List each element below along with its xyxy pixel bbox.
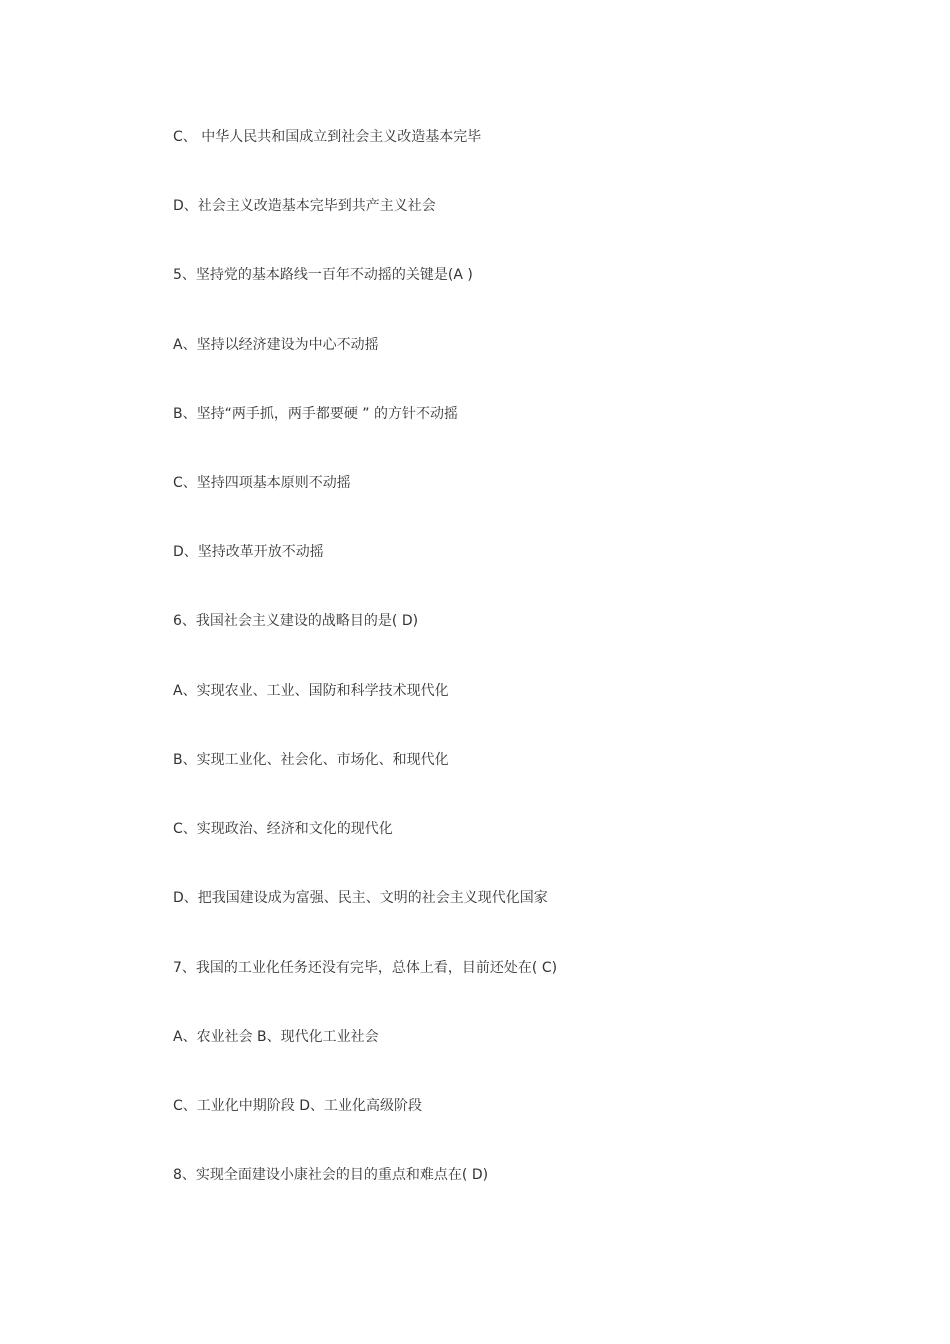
question-6: 6、我国社会主义建设的战略目的是( D) (173, 613, 419, 629)
option-d-q6: D、把我国建设成为富强、民主、文明的社会主义现代化国家 (173, 890, 548, 906)
options-ab-q7: A、农业社会 B、现代化工业社会 (173, 1029, 379, 1045)
option-a-q5: A、坚持以经济建设为中心不动摇 (173, 337, 379, 353)
option-b-q5: B、坚持“两手抓，两手都要硬 ” 的方针不动摇 (173, 406, 459, 422)
option-d-q5: D、坚持改革开放不动摇 (173, 544, 324, 560)
option-d-q4: D、社会主义改造基本完毕到共产主义社会 (173, 198, 436, 214)
option-c-q4: C、 中华人民共和国成立到社会主义改造基本完毕 (173, 129, 482, 145)
question-7: 7、我国的工业化任务还没有完毕，总体上看，目前还处在( C) (173, 960, 558, 976)
question-5: 5、坚持党的基本路线一百年不动摇的关键是(A ) (173, 267, 473, 283)
option-b-q6: B、实现工业化、社会化、市场化、和现代化 (173, 752, 449, 768)
question-8: 8、实现全面建设小康社会的目的重点和难点在( D) (173, 1167, 489, 1183)
option-c-q5: C、坚持四项基本原则不动摇 (173, 475, 351, 491)
options-cd-q7: C、工业化中期阶段 D、工业化高级阶段 (173, 1098, 423, 1114)
option-a-q6: A、实现农业、工业、国防和科学技术现代化 (173, 683, 449, 699)
option-c-q6: C、实现政治、经济和文化的现代化 (173, 821, 393, 837)
